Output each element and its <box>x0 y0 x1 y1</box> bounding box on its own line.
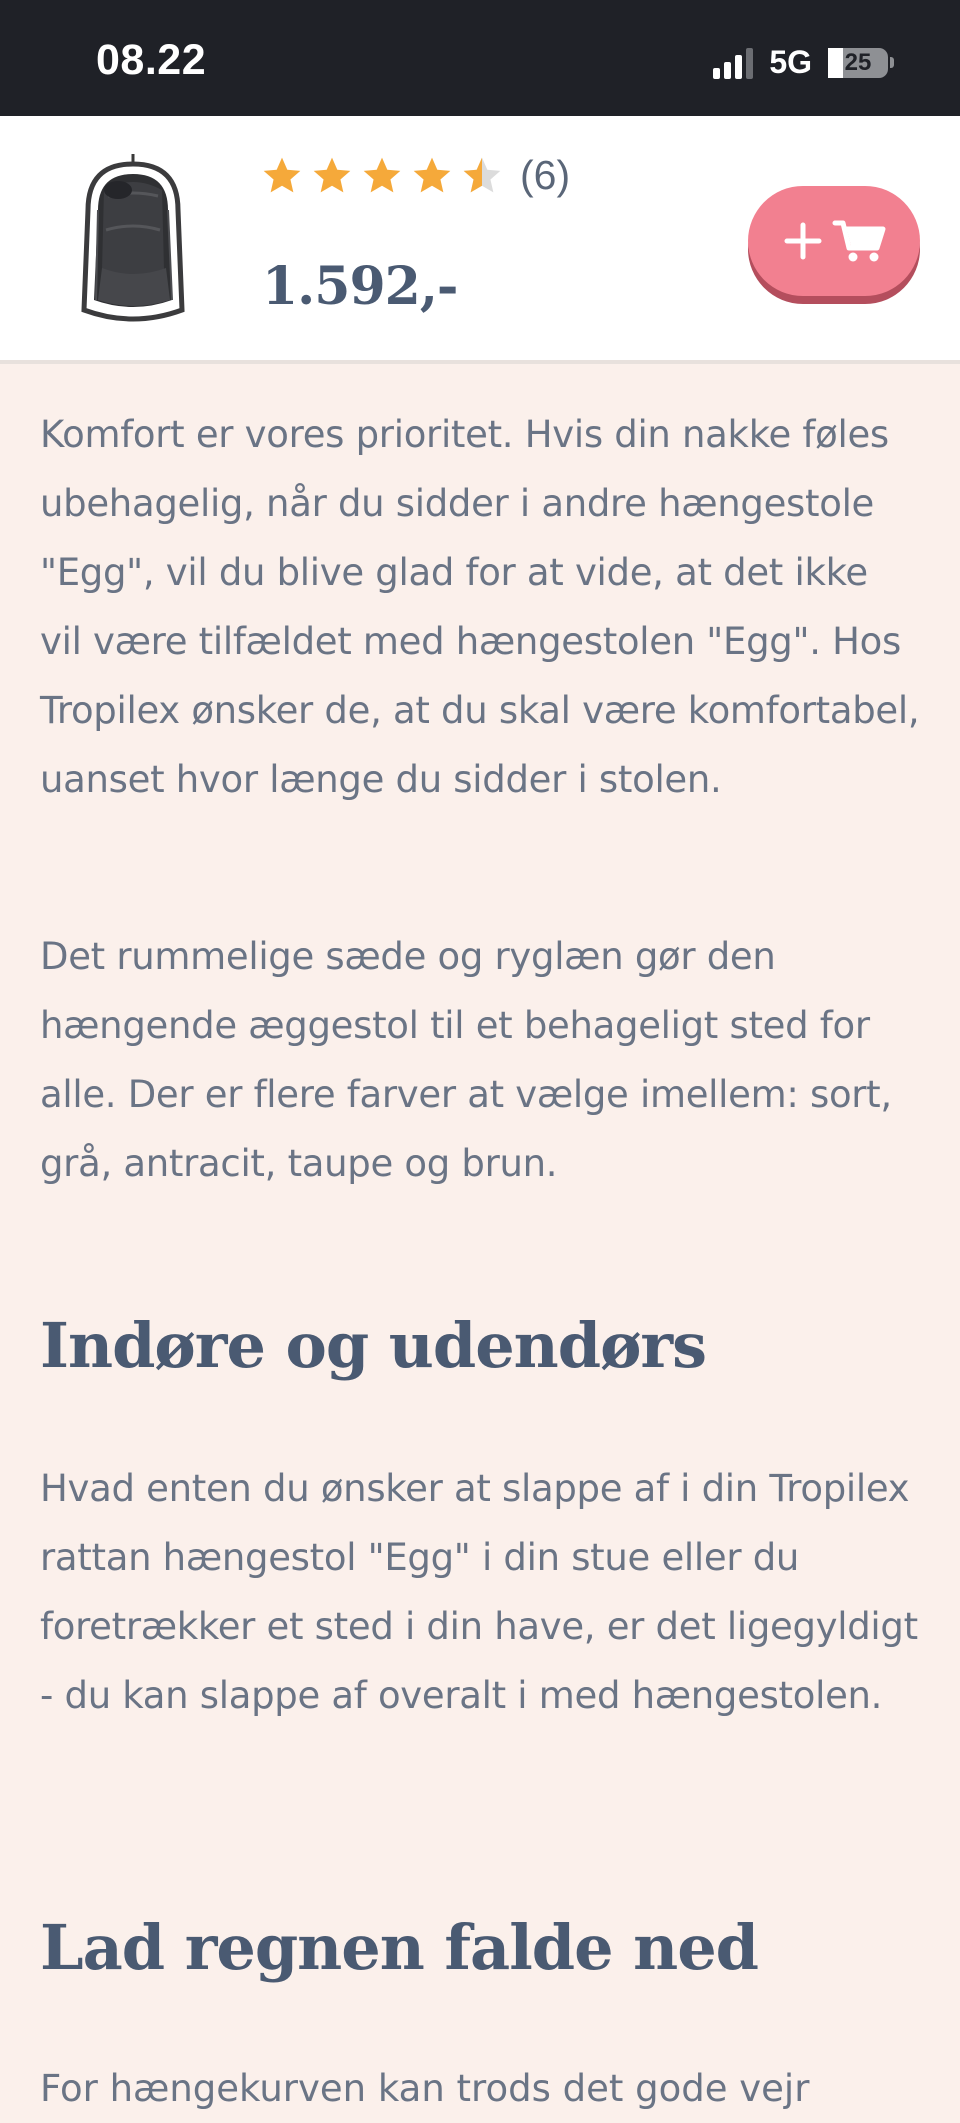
signal-icon <box>713 47 753 79</box>
star-icon <box>410 154 454 198</box>
description-paragraph: Komfort er vores prioritet. Hvis din nakke føles ubehagelig, når du sidder i andre hængestole "Egg", vil du blive glad for at vide, at det ikke vil være tilfældet med hængestolen "Egg". Hos Tropilex ønsker de, at du skal være komfortabel, uanset hvor længe du sidder i stolen. <box>40 413 920 801</box>
plus-icon <box>783 221 823 261</box>
rating[interactable] <box>260 152 570 199</box>
star-icon <box>260 154 304 198</box>
description-paragraph: Hvad enten du ønsker at slappe af i din Tropilex rattan hængestol "Egg" i din stue eller du foretrækker et sted i din have, er det ligegyldigt - du kan slappe af overalt i med hængestolen. <box>40 1467 918 1717</box>
product-price: 1.592,- <box>262 256 458 317</box>
network-label: 5G <box>769 44 812 80</box>
add-to-cart-button[interactable] <box>748 186 920 296</box>
product-thumbnail[interactable] <box>58 150 208 330</box>
review-count[interactable]: (6) <box>520 152 571 198</box>
star-icon <box>310 154 354 198</box>
section-heading: Lad regnen falde ned <box>40 1911 759 1984</box>
status-bar <box>0 0 960 116</box>
section-heading: Indøre og udendørs <box>40 1309 706 1382</box>
status-time: 08.22 <box>96 36 207 84</box>
description-paragraph: Det rummelige sæde og ryglæn gør den hængende æggestol til et behageligt sted for alle. Der er flere farver at vælge imellem: sort, grå, antracit, taupe og brun. <box>40 935 892 1185</box>
description-paragraph-partial <box>40 2054 920 2110</box>
battery-nub <box>890 57 894 68</box>
star-half-icon <box>460 154 504 198</box>
cart-icon <box>833 218 885 264</box>
battery-level-text: 25 <box>844 48 872 76</box>
status-indicators <box>713 44 894 81</box>
product-header <box>0 116 960 364</box>
star-icon <box>360 154 404 198</box>
battery-icon <box>828 48 888 78</box>
partial-text: For hængekurven kan trods det gode vejr <box>40 2067 810 2110</box>
